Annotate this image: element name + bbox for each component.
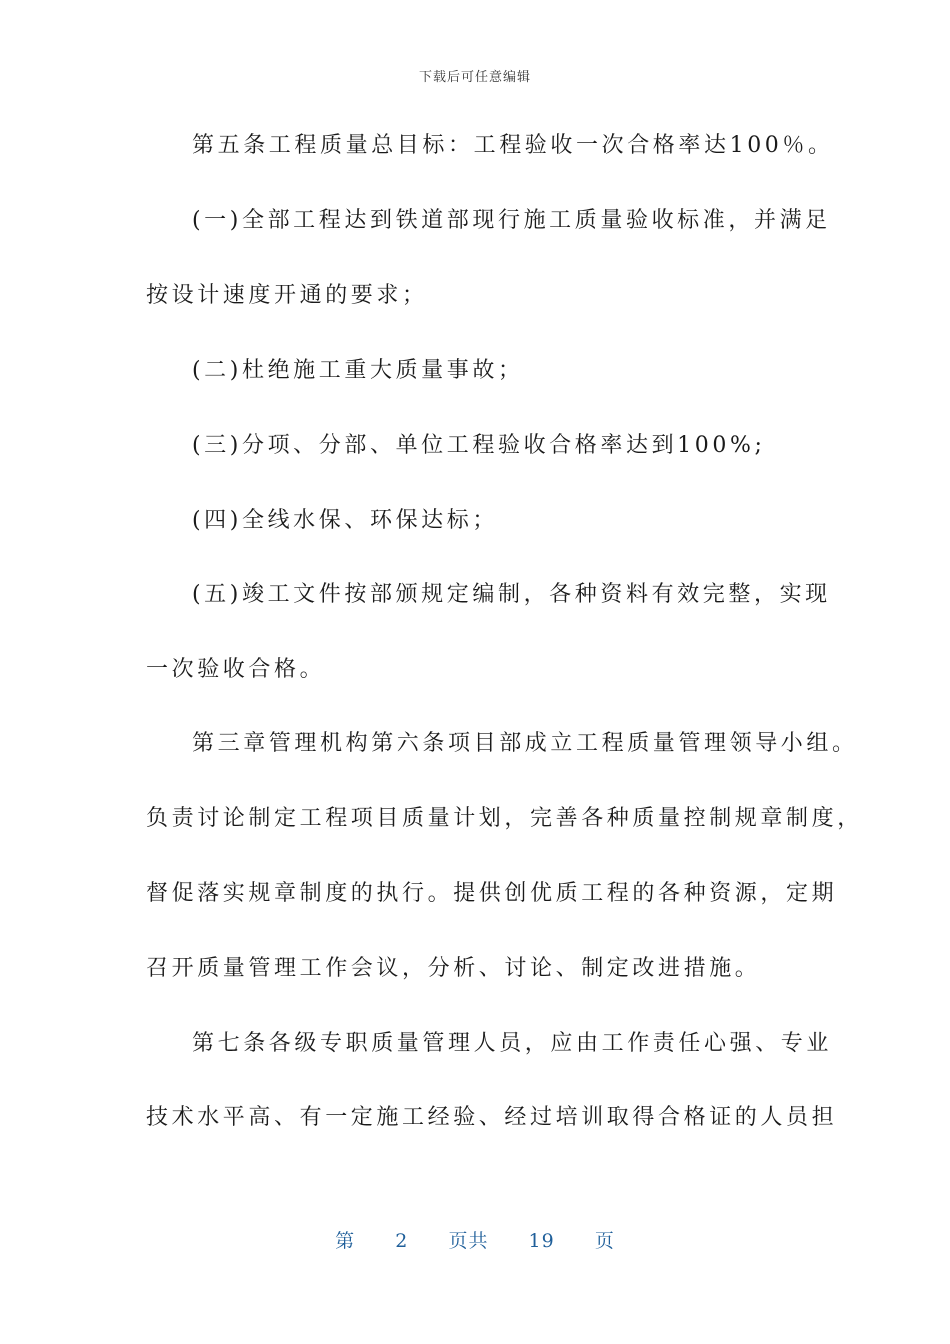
body-line: (三)分项、分部、单位工程验收合格率达到100%; <box>192 433 766 458</box>
body-line: 按设计速度开通的要求； <box>146 283 428 308</box>
header-note: 下载后可任意编辑 <box>418 70 531 85</box>
body-line: 一次验收合格。 <box>146 657 326 682</box>
body-line: 第七条各级专职质量管理人员，应由工作责任心强、专业 <box>192 1031 833 1056</box>
footer-total-pages: 19 <box>528 1230 555 1252</box>
footer-suffix: 页 <box>594 1230 615 1252</box>
body-line: (二)杜绝施工重大质量事故； <box>192 358 524 383</box>
body-line: 第三章管理机构第六条项目部成立工程质量管理领导小组。 <box>192 731 858 756</box>
body-line: 召开质量管理工作会议，分析、讨论、制定改进措施。 <box>146 956 761 981</box>
body-line: (五)竣工文件按部颁规定编制，各种资料有效完整，实现 <box>192 582 831 607</box>
body-line: 负责讨论制定工程项目质量计划，完善各种质量控制规章制度， <box>146 806 863 831</box>
footer-middle: 页共 <box>448 1230 489 1252</box>
footer-prefix: 第 <box>335 1230 356 1252</box>
body-line: 第五条工程质量总目标：工程验收一次合格率达100％。 <box>192 133 834 158</box>
body-line: 督促落实规章制度的执行。提供创优质工程的各种资源，定期 <box>146 881 838 906</box>
page-footer <box>0 1226 950 1253</box>
body-line: (一)全部工程达到铁道部现行施工质量验收标准，并满足 <box>192 208 831 233</box>
body-line: (四)全线水保、环保达标； <box>192 508 498 533</box>
body-line: 技术水平高、有一定施工经验、经过培训取得合格证的人员担 <box>146 1105 838 1130</box>
footer-current-page: 2 <box>395 1230 409 1252</box>
